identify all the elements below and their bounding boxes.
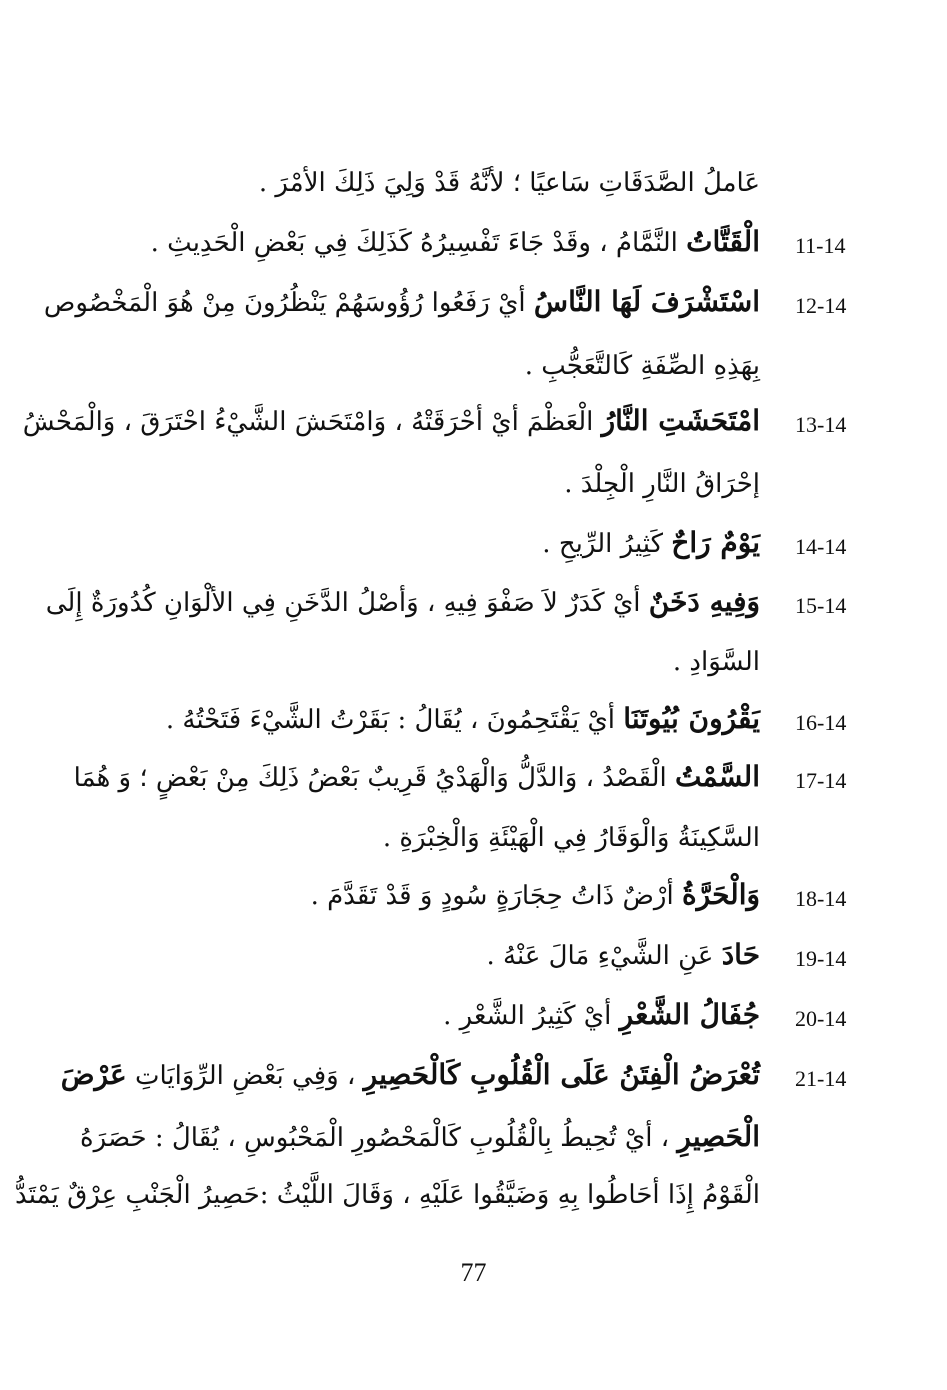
- entry-line: [22, 401, 760, 442]
- entry-text: بِهَذِهِ الصِّفَةِ كَالتَّعَجُّبِ .: [524, 351, 760, 381]
- entry-line: [95, 995, 760, 1036]
- entry-term-variant: الْحَصِيرِ: [677, 1120, 760, 1153]
- entry-text: أيْ كَثِيرُ الشَّعْرِ .: [443, 1001, 620, 1031]
- entry-line-continued: [95, 464, 760, 504]
- entry-text: ، أيْ تُحِيطُ بِالْقُلُوبِ كَالْمَحْصُورِ الْمَحْبُوسِ ، يُقَالُ : حَصَرَهُ: [80, 1123, 678, 1153]
- entry-term: وَفِيهِ دَخَنٌ: [648, 585, 760, 618]
- entry-number: 20-14: [795, 1006, 847, 1031]
- entry-line-continued: [95, 818, 760, 858]
- entry-term-variant: عَرْضَ: [60, 1058, 127, 1091]
- entry-number: 13-14: [795, 412, 847, 437]
- entry-number: 12-14: [795, 293, 847, 318]
- entry-line-continued: [95, 346, 760, 386]
- entry-line-continued: [80, 1117, 760, 1158]
- entry-term: الْقَتَّاتُ: [686, 225, 760, 258]
- entry-text: السَّكِينَةُ وَالْوَقَارُ فِي الْهَيْئَةِ وَالْخِبْرَةِ .: [382, 823, 760, 853]
- entry-line: [60, 1055, 760, 1096]
- entry-term: يَقْرُونَ بُيُوتَنَا: [623, 702, 760, 735]
- entry-text: إحْرَاقُ النَّارِ الْجِلْدَ .: [564, 469, 760, 499]
- entry-number: 14-14: [795, 534, 847, 559]
- entry-term: جُفَالُ الشَّعْرِ: [619, 998, 760, 1031]
- entry-number: 15-14: [795, 593, 847, 618]
- entry-line-continued: [15, 1175, 760, 1215]
- entry-line: [45, 582, 760, 623]
- entry-line: [95, 222, 760, 263]
- entry-line-continued: [95, 642, 760, 682]
- entry-number: 17-14: [795, 768, 847, 793]
- entry-text: أيْ كَدَرٌ لاَ صَفْوَ فِيهِ ، وَأصْلُ الدَّخَنِ فِي الألْوَانِ كُدُورَةٌ إِلَى: [45, 588, 649, 618]
- entry-text: عَنِ الشَّيْءِ مَالَ عَنْهُ .: [486, 941, 722, 971]
- entry-text: أرْضٌ ذَاتُ حِجَارَةٍ سُودٍ وَ قَدْ تَقَدَّمَ .: [310, 881, 682, 911]
- entry-number: 18-14: [795, 886, 847, 911]
- entry-term: السَّمْتُ: [675, 760, 760, 793]
- entry-line: [95, 935, 760, 976]
- continuation-text: عَاملُ الصَّدَقَاتِ سَاعيًا ؛ لأنَّهُ قَدْ وَلِيَ ذَلِكَ الأمْرَ .: [258, 168, 760, 198]
- entry-number: 19-14: [795, 946, 847, 971]
- entry-line: [95, 875, 760, 916]
- entry-term: حَادَ: [721, 938, 760, 971]
- entry-term: وَالْحَرَّةُ: [681, 878, 760, 911]
- entry-number: 21-14: [795, 1066, 847, 1091]
- entry-text: الْعَظْمَ أيْ أحْرَقَتْهُ ، وَامْتَحَشَ الشَّيْءُ احْتَرَقَ ، وَالْمَحْشُ: [22, 407, 602, 437]
- entry-text: الْقَوْمُ إِذَا أحَاطُوا بِهِ وَضَيَّقُوا عَلَيْهِ ، وَقَالَ اللَّيْثُ :حَصِيرُ الْجَنْبِ عِرْقٌ يَمْتَدُّ: [15, 1180, 760, 1210]
- entry-text: كَثِيرُ الرِّيحِ .: [542, 529, 672, 559]
- entry-term: اسْتَشْرَفَ لَهَا النَّاسُ: [533, 285, 760, 318]
- entry-number: 11-14: [795, 233, 846, 258]
- entry-line: [95, 523, 760, 564]
- entry-text: السَّوَادِ .: [672, 647, 760, 677]
- entry-line: [43, 282, 760, 323]
- continuation-line: [95, 163, 760, 203]
- entry-number: 16-14: [795, 710, 847, 735]
- entry-term: امْتَحَشَتِ النَّارُ: [601, 404, 760, 437]
- entry-text: الْقَصْدُ ، وَالدَّلُّ وَالْهَدْيُ قَرِيبٌ بَعْضُ ذَلِكَ مِنْ بَعْضٍ ؛ وَ هُمَا: [73, 763, 676, 793]
- entry-line: [73, 757, 760, 798]
- page-number: 77: [460, 1258, 487, 1287]
- entry-line: [95, 699, 760, 740]
- entry-term: يَوْمٌ رَاحٌ: [671, 526, 760, 559]
- entry-text: النَّمَّامُ ، وقَدْ جَاءَ تَفْسِيرُهُ كَذَلِكَ فِي بَعْضِ الْحَدِيثِ .: [150, 228, 687, 258]
- entry-text: أيْ رَفَعُوا رُؤُوسَهُمْ يَنْظُرُونَ مِنْ هُوَ الْمَخْصُوص: [43, 288, 534, 318]
- entry-text: ، وَفِي بَعْضِ الرِّوَايَاتِ: [126, 1061, 364, 1091]
- entry-term: تُعْرَضُ الْفِتَنُ عَلَى الْقُلُوبِ كَالْحَصِيرِ: [363, 1058, 760, 1091]
- entry-text: أيْ يَقْتَحِمُونَ ، يُقَالُ : بَقَرْتُ الشَّيْءَ فَتَحْتُهُ .: [165, 705, 624, 735]
